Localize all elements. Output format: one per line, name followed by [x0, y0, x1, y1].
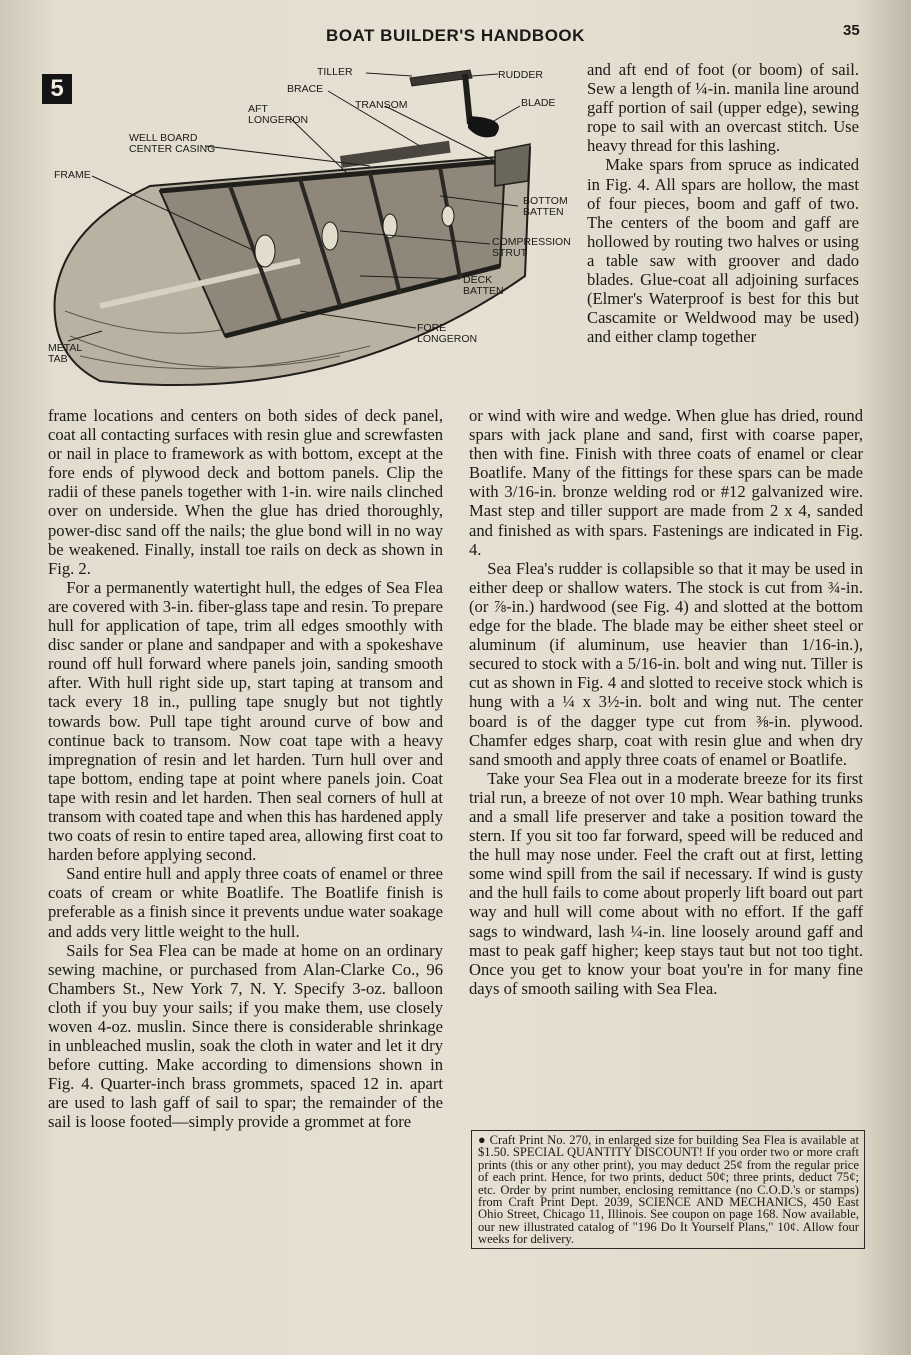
paragraph: frame locations and centers on both sides of deck panel, coat all contacting surfaces with resin glue and screwfasten or nail in place to framework as with bottom, except at the fore ends of plywood deck and bottom panels. Clip the radii of these panels together with 1-in. wire nails clinched over on underside. When the glue has dried thoroughly, power-disc sand off the nails; the glue bond will in no way be weakened. Finally, install toe rails on deck as shown in Fig. 2.	[48, 406, 443, 578]
callout-brace: BRACE	[287, 83, 324, 95]
paragraph: or wind with wire and wedge. When glue has dried, round spars with jack plane and sand, first with coarse paper, then with fine. Finish with three coats of enamel or clear Boatlife. Many of the fittings for these spars can be made with 3/16-in. bronze welding rod or #12 galvanized wire. Mast step and tiller support are made from 2 x 4, sanded and finished as with spars. Fastenings are indicated in Fig. 4.	[469, 406, 863, 559]
callout-tiller: TILLER	[317, 66, 353, 78]
craft-print-order-box: ● Craft Print No. 270, in enlarged size for building Sea Flea is available at $1.50. SPECIAL QUANTITY DISCOUNT! If you order two or more craft prints (this or any other print), you may deduct 25¢ from the regular price of each print. Hence, for two prints, deduct 50¢; three prints, deduct 75¢; etc. Order by print number, enclosing remittance (no C.O.D.'s or stamps) from Craft Print Dept. 2039, SCIENCE AND MECHANICS, 450 East Ohio Street, Chicago 11, Illinois. See coupon on page 168. Now available, our new illustrated catalog of "196 Do It Yourself Plans," 10¢. Allow four weeks for delivery.	[471, 1130, 865, 1249]
running-head: BOAT BUILDER'S HANDBOOK	[326, 26, 585, 45]
paragraph: Sails for Sea Flea can be made at home on an ordinary sewing machine, or purchased from Alan-Clarke Co., 96 Chambers St., New York 7, N. Y. Specify 3-oz. balloon cloth if you buy your sails; if you make them, use closely woven 4-oz. muslin. Since there is considerable shrinkage in unbleached muslin, soak the cloth in water and let it dry before cutting. Make according to dimensions shown in Fig. 4. Quarter-inch brass grommets, spaced 12 in. apart are used to lash gaff of sail to spar; the remainder of the sail is loose footed—simply provide a grommet at fore	[48, 940, 443, 1132]
hull-framework-figure	[40, 56, 585, 401]
article-column-right	[469, 406, 863, 998]
callout-aft-longeron: AFT LONGERON	[248, 103, 309, 126]
callout-compression-strut: COMPRESSION STRUT	[492, 236, 571, 259]
callout-fore-longeron: FORE LONGERON	[417, 322, 478, 345]
hull-illustration	[40, 56, 585, 401]
paragraph: Sea Flea's rudder is collapsible so that it may be used in either deep or shallow waters. The stock is cut from ¾-in. (or ⅞-in.) hardwood (see Fig. 4) and slotted at the bottom edge for the blade. The blade may be either sheet steel or aluminum (if aluminum, use heavier than 1/16-in.), secured to stock with a 5/16-in. bolt and wing nut. Tiller is cut as shown in Fig. 4 and slotted to receive stock which is hung with a ¼ x 3½-in. bolt and wing nut. The center board is of the dagger type cut from ⅜-in. plywood. Chamfer edges sharp, coat with resin glue and when dry sand smooth and apply three coats of enamel or Boatlife.	[469, 558, 863, 769]
callout-frame: FRAME	[54, 169, 91, 181]
callout-rudder: RUDDER	[498, 69, 543, 81]
callout-well-board: WELL BOARD CENTER CASING	[129, 132, 216, 155]
callout-deck-batten: DECK BATTEN	[463, 274, 504, 297]
paragraph: Sand entire hull and apply three coats of enamel or three coats of cream or white Boatlife. The Boatlife finish is preferable as a finish since it prevents undue water soakage and adds very little weight to the hull.	[48, 864, 443, 941]
paragraph: and aft end of foot (or boom) of sail. Sew a length of ¼-in. manila line around gaff portion of sail (upper edge), sewing rope to sail with an overcast stitch. Use heavy thread for this lashing.	[587, 60, 859, 156]
callout-transom: TRANSOM	[355, 99, 408, 111]
paragraph: Take your Sea Flea out in a moderate breeze for its first trial run, a breeze of not over 10 mph. Wear bathing trunks and a small life preserver and take a position toward the stern. If you sit too far forward, speed will be reduced and the hull may nose under. Feel the craft out at first, letting some wind spill from the sail if necessary. If wind is gusty and the hull fails to come about properly lift board out part way and hull will come about with no effort. If the gaff sags to windward, lash ¼-in. line loosely around gaff and mast to peak gaff higher; keep stays taut but not too tight. Once you get to know your boat you're in for many fine days of smooth sailing with Sea Flea.	[469, 768, 863, 998]
paragraph: Make spars from spruce as indicated in Fig. 4. All spars are hollow, the mast of four pieces, boom and gaff of two. The centers of the boom and gaff are hollowed by routing two halves or using a table saw with groover and dado blades. Glue-coat all adjoining surfaces (Elmer's Waterproof is best for this but Cascamite or Weldwood may be used) and either clamp together	[587, 155, 859, 347]
callout-metal-tab: METAL TAB	[48, 342, 83, 365]
callout-blade: BLADE	[521, 97, 556, 109]
figure-number-badge: 5	[42, 74, 72, 104]
callout-bottom-batten: BOTTOM BATTEN	[523, 195, 568, 218]
article-column-left	[48, 406, 443, 1132]
page-number: 35	[843, 22, 860, 39]
paragraph: For a permanently watertight hull, the edges of Sea Flea are covered with 3-in. fiber-glass tape and resin. To prepare hull for application of tape, trim all edges smoothly with disc sander or plane and sandpaper and with a spokeshave round off hull forward where panels join, sanding smooth after. With hull right side up, start taping at transom and tack every 18 in., pulling tape snugly but not tightly towards bow. Pull tape tight around curve of bow and continue back to transom. Now coat tape with a heavy impregnation of resin and let harden. Turn hull over and tape bottom, ending tape at point where panels join. Coat tape with resin and let harden. Then seal corners of hull at transom with coated tape and when this has hardened apply two coats of resin to entire taped area, allowing first coat to harden before applying second.	[48, 577, 443, 865]
article-column-right-top	[587, 60, 859, 346]
